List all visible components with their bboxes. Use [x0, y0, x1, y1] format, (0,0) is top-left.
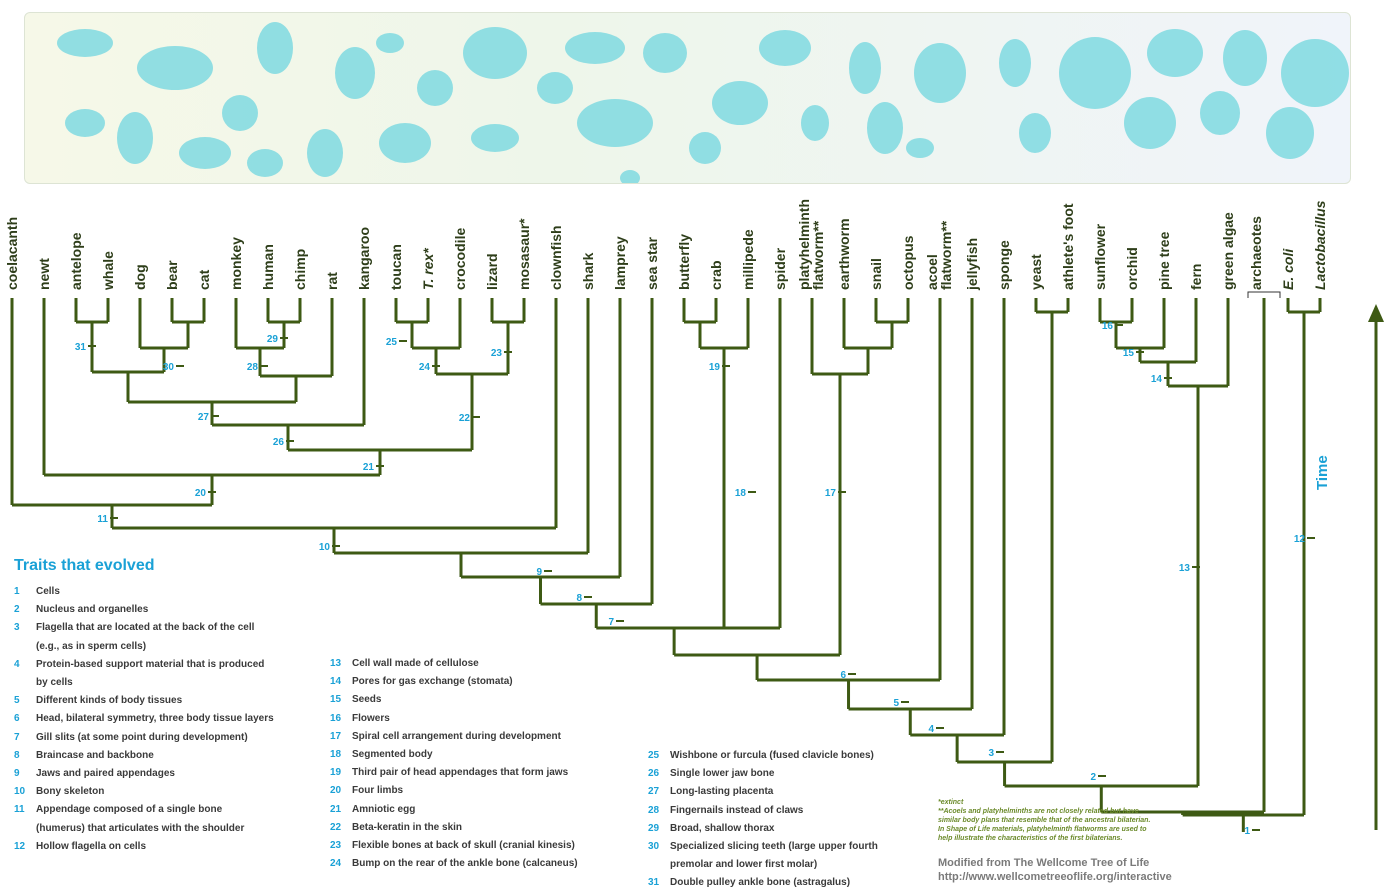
trait-node-number: 20 [194, 488, 206, 499]
trait-text: Braincase and backbone [36, 749, 154, 761]
trait-node-number: 14 [1150, 374, 1162, 385]
trait-node-number: 25 [385, 337, 397, 348]
trait-node-number: 4 [928, 724, 934, 735]
taxon-label: sea star [644, 237, 660, 290]
trait-node-number: 16 [1101, 321, 1113, 332]
trait-number: 3 [14, 622, 20, 634]
trait-text: Double pulley ankle bone (astragalus) [670, 877, 851, 889]
trait-node-number: 8 [576, 593, 582, 604]
trait-node-number: 23 [490, 348, 502, 359]
source-credit [938, 856, 1172, 884]
trait-number: 11 [14, 804, 25, 816]
taxon-label: kangaroo [356, 226, 372, 290]
trait-text: Cell wall made of cellulose [352, 658, 479, 669]
trait-number: 14 [330, 676, 342, 688]
taxon-label: crab [708, 260, 724, 290]
trait-node-number: 27 [197, 412, 209, 423]
trait-text: Head, bilateral symmetry, three body tissue layers [36, 713, 274, 725]
trait-number: 18 [330, 749, 342, 760]
taxon-label: Lactobacillus [1312, 200, 1328, 290]
taxon-label: cat [196, 269, 212, 290]
taxon-label: octopus [900, 235, 916, 290]
trait-text: Nucleus and organelles [36, 604, 149, 616]
trait-node-number: 12 [1293, 534, 1305, 545]
taxon-label: flatworm** [938, 220, 954, 290]
time-arrow-head [1368, 304, 1384, 322]
taxon-label: rat [324, 272, 340, 290]
trait-number: 12 [14, 840, 26, 852]
trait-number: 28 [648, 804, 660, 816]
taxon-label: butterfly [676, 234, 692, 290]
taxon-label: clownfish [548, 225, 564, 290]
taxon-label: snail [868, 258, 884, 290]
trait-number: 17 [330, 730, 342, 742]
taxon-label: coelacanth [4, 216, 20, 290]
trait-text: (humerus) that articulates with the shoulder [36, 822, 245, 834]
trait-node-number: 6 [840, 670, 846, 681]
taxon-label: monkey [228, 237, 244, 290]
trait-text: Segmented body [352, 749, 433, 760]
trait-node-number: 11 [97, 514, 108, 525]
trait-text: Four limbs [352, 785, 404, 797]
taxon-label: earthworm [836, 218, 852, 290]
trait-node-number: 15 [1122, 348, 1134, 359]
trait-text: Bump on the rear of the ankle bone (calcaneus) [352, 858, 578, 870]
trait-number: 9 [14, 768, 20, 779]
trait-node-number: 17 [824, 488, 836, 499]
trait-node-number: 18 [734, 488, 746, 499]
trait-number: 25 [648, 750, 660, 761]
trait-number: 23 [330, 840, 342, 851]
taxon-label: crocodile [452, 227, 468, 290]
taxon-label: athlete's foot [1060, 203, 1076, 290]
taxon-label: orchid [1124, 247, 1140, 290]
trait-number: 26 [648, 768, 660, 780]
trait-text: Flexible bones at back of skull (cranial kinesis) [352, 840, 575, 851]
trait-number: 4 [14, 658, 20, 670]
trait-node-number: 3 [988, 748, 994, 759]
trait-number: 29 [648, 822, 660, 834]
trait-text: Third pair of head appendages that form jaws [352, 767, 569, 779]
trait-node-number: 5 [893, 698, 899, 709]
taxon-label: human [260, 244, 276, 290]
trait-text: Long-lasting placenta [670, 786, 774, 798]
trait-number: 6 [14, 713, 20, 725]
trait-number: 30 [648, 841, 660, 852]
trait-text: Different kinds of body tissues [36, 695, 183, 707]
trait-text: Protein-based support material that is produced [36, 658, 265, 670]
footnote-line: **Acoels and platyhelminths are not closely related but have [938, 808, 1139, 815]
trait-text: Bony skeleton [36, 786, 105, 798]
taxon-label: millipede [740, 229, 756, 290]
taxon-label: acoel [924, 254, 940, 290]
taxon-label: bear [164, 260, 180, 290]
taxon-label: shark [580, 252, 596, 290]
taxon-label: T. rex* [420, 248, 436, 290]
archaeotes-bracket [1248, 292, 1280, 298]
trait-number: 15 [330, 694, 342, 706]
trait-text: Beta-keratin in the skin [352, 821, 463, 833]
trait-text: Gill slits (at some point during development) [36, 731, 248, 743]
trait-text: Single lower jaw bone [670, 768, 775, 780]
trait-node-number: 30 [162, 362, 174, 373]
trait-node-number: 31 [74, 342, 86, 353]
trait-node-number: 10 [318, 542, 330, 553]
taxon-label: fern [1188, 263, 1204, 290]
trait-node-number: 19 [708, 362, 720, 373]
trait-node-number: 24 [418, 362, 430, 373]
trait-text: Flowers [352, 712, 390, 724]
trait-text: Flagella that are located at the back of the cell [36, 622, 255, 634]
trait-number: 13 [330, 658, 342, 669]
trait-node-number: 29 [266, 334, 278, 345]
footnote-line: In Shape of Life materials, platyhelminth flatworms are used to [938, 826, 1147, 833]
taxon-label: lamprey [612, 236, 628, 290]
trait-text: Hollow flagella on cells [36, 840, 147, 852]
time-axis-label: Time [1314, 455, 1331, 490]
trait-number: 2 [14, 604, 20, 616]
taxon-label: lizard [484, 253, 500, 290]
taxon-label: green algae [1220, 212, 1236, 290]
taxon-label: archaeotes [1248, 216, 1264, 290]
trait-number: 10 [14, 786, 26, 798]
trait-text: Broad, shallow thorax [670, 822, 775, 834]
trait-number: 21 [330, 803, 342, 815]
trait-number: 22 [330, 821, 342, 833]
trait-node-number: 26 [272, 437, 284, 448]
trait-text: Jaws and paired appendages [36, 768, 175, 779]
trait-text: Spiral cell arrangement during development [352, 730, 561, 742]
credit-url: http://www.wellcometreeoflife.org/interactive [938, 871, 1172, 883]
footnote-line: help illustrate the characteristics of the first bilaterians. [938, 835, 1123, 842]
taxon-label: yeast [1028, 254, 1044, 290]
trait-number: 27 [648, 786, 660, 798]
trait-number: 31 [648, 877, 660, 889]
trait-text: Cells [36, 586, 60, 597]
trait-number: 7 [14, 731, 20, 743]
trait-text: Appendage composed of a single bone [36, 804, 223, 816]
trait-number: 5 [14, 695, 20, 707]
trait-node-number: 7 [608, 617, 614, 628]
trait-text: Fingernails instead of claws [670, 804, 804, 816]
trait-number: 8 [14, 749, 20, 761]
trait-text: Amniotic egg [352, 803, 416, 815]
taxon-label: dog [132, 264, 148, 290]
trait-number: 24 [330, 858, 342, 870]
taxon-label: sunflower [1092, 223, 1108, 290]
trait-number: 1 [14, 586, 20, 597]
footnote-extinct: *extinct [938, 799, 964, 806]
trait-node-number: 13 [1178, 563, 1190, 574]
trait-text: Seeds [352, 694, 382, 706]
taxon-label: mosasaur* [516, 218, 532, 290]
credit-title: Modified from The Wellcome Tree of Life [938, 857, 1150, 869]
trait-text: by cells [36, 677, 73, 688]
trait-node-number: 1 [1244, 826, 1250, 837]
taxon-label: spider [772, 247, 788, 290]
trait-text: (e.g., as in sperm cells) [36, 640, 147, 652]
trait-node-number: 2 [1090, 772, 1096, 783]
traits-title: Traits that evolved [14, 557, 155, 574]
taxon-label: newt [36, 258, 52, 290]
trait-number: 19 [330, 767, 342, 779]
trait-text: Wishbone or furcula (fused clavicle bones) [670, 750, 874, 761]
taxon-label: E. coli [1280, 248, 1296, 290]
trait-node-number: 9 [536, 567, 542, 578]
taxon-label: platyhelminth [796, 198, 812, 290]
taxon-label: jellyfish [964, 237, 980, 290]
footnote [938, 798, 1198, 843]
trait-number: 16 [330, 712, 342, 724]
footnote-line: similar body plans that resemble that of the ancestral bilaterian. [938, 817, 1151, 824]
trait-text: Specialized slicing teeth (large upper fourth [670, 841, 878, 852]
trait-text: premolar and lower first molar) [670, 859, 818, 871]
taxon-label: antelope [68, 232, 84, 290]
taxon-label: toucan [388, 244, 404, 290]
trait-node-number: 21 [362, 462, 374, 473]
trait-node-number: 22 [458, 413, 470, 424]
taxon-label: sponge [996, 240, 1012, 290]
taxon-label: whale [100, 251, 116, 290]
taxon-label: flatworm** [810, 220, 826, 290]
trait-text: Pores for gas exchange (stomata) [352, 676, 513, 688]
taxon-label: chimp [292, 248, 308, 290]
taxon-label: pine tree [1156, 231, 1172, 290]
trait-number: 20 [330, 785, 342, 797]
trait-node-number: 28 [246, 362, 258, 373]
